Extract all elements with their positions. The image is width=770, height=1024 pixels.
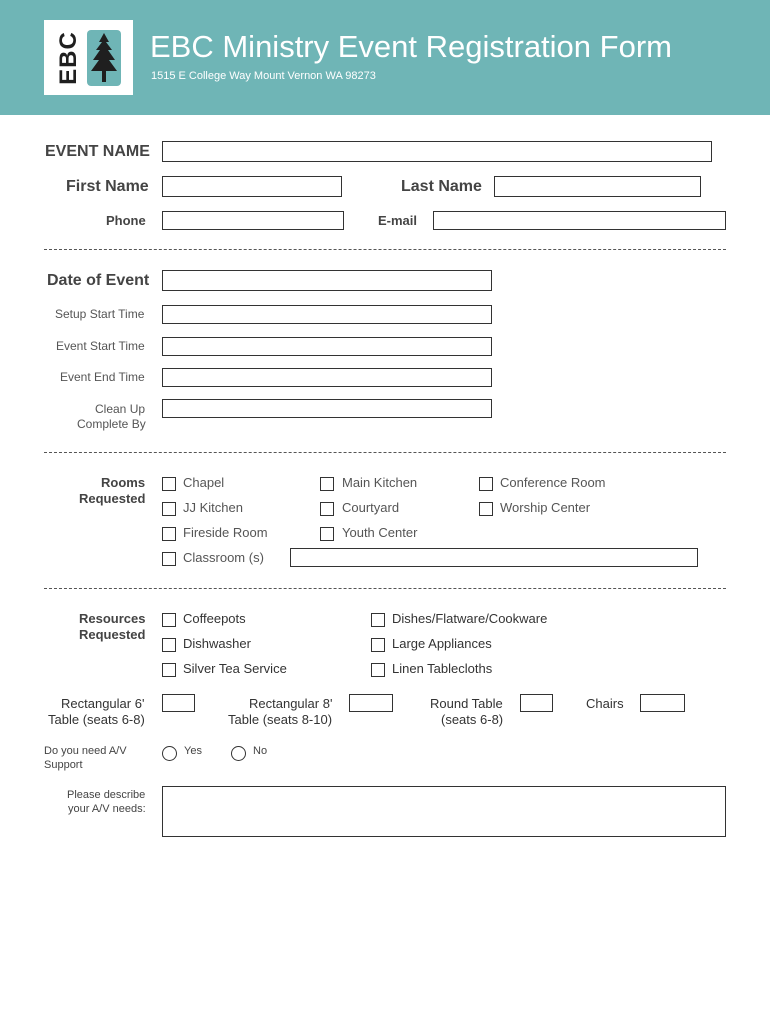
email-field[interactable] (433, 211, 726, 230)
option-dishes: Dishes/Flatware/Cookware (392, 611, 548, 626)
form-title: EBC Ministry Event Registration Form (150, 29, 672, 64)
chairs-quantity-field[interactable] (640, 694, 685, 712)
checkbox-courtyard[interactable] (320, 502, 334, 516)
address: 1515 E College Way Mount Vernon WA 98273 (151, 70, 376, 82)
checkbox-large-appliances[interactable] (371, 638, 385, 652)
option-coffeepots: Coffeepots (183, 611, 246, 626)
last-name-label: Last Name (401, 178, 482, 195)
option-classroom: Classroom (s) (183, 550, 264, 565)
option-fireside-room: Fireside Room (183, 525, 268, 540)
checkbox-silver-tea[interactable] (162, 663, 176, 677)
round-label-2: (seats 6-8) (441, 712, 504, 727)
av-question-1: Do you need A/V (44, 745, 127, 757)
chairs-label: Chairs (586, 696, 624, 711)
logo-text: EBC (54, 31, 82, 85)
option-jj-kitchen: JJ Kitchen (183, 500, 243, 515)
round-quantity-field[interactable] (520, 694, 553, 712)
setup-start-field[interactable] (162, 305, 492, 324)
checkbox-dishes[interactable] (371, 613, 385, 627)
event-start-field[interactable] (162, 337, 492, 356)
option-courtyard: Courtyard (342, 500, 400, 515)
event-start-label: Event Start Time (56, 339, 145, 353)
event-end-field[interactable] (162, 368, 492, 387)
option-large-appliances: Large Appliances (392, 636, 492, 651)
divider (44, 588, 726, 589)
date-of-event-label: Date of Event (47, 272, 150, 289)
phone-field[interactable] (162, 211, 344, 230)
checkbox-coffeepots[interactable] (162, 613, 176, 627)
classroom-field[interactable] (290, 548, 698, 567)
av-describe-label-1: Please describe (67, 789, 146, 801)
av-no-label: No (253, 745, 268, 757)
option-silver-tea: Silver Tea Service (183, 661, 287, 676)
rooms-label-1: Rooms (101, 475, 146, 490)
checkbox-jj-kitchen[interactable] (162, 502, 176, 516)
phone-label: Phone (106, 213, 146, 228)
checkbox-main-kitchen[interactable] (320, 477, 334, 491)
checkbox-fireside-room[interactable] (162, 527, 176, 541)
last-name-field[interactable] (494, 176, 701, 197)
option-linen: Linen Tablecloths (392, 661, 493, 676)
radio-av-no[interactable] (231, 746, 246, 761)
cleanup-label-1: Clean Up (95, 402, 146, 416)
first-name-label: First Name (66, 178, 149, 195)
option-worship-center: Worship Center (500, 500, 591, 515)
setup-start-label: Setup Start Time (55, 307, 145, 321)
checkbox-conference-room[interactable] (479, 477, 493, 491)
rect8-label-1: Rectangular 8' (249, 696, 333, 711)
date-of-event-field[interactable] (162, 270, 492, 291)
checkbox-worship-center[interactable] (479, 502, 493, 516)
resources-label-1: Resources (79, 611, 146, 626)
checkbox-classroom[interactable] (162, 552, 176, 566)
divider (44, 249, 726, 250)
rect8-label-2: Table (seats 8-10) (228, 712, 333, 727)
event-name-field[interactable] (162, 141, 712, 162)
first-name-field[interactable] (162, 176, 342, 197)
event-name-label: EVENT NAME (45, 143, 150, 160)
checkbox-youth-center[interactable] (320, 527, 334, 541)
radio-av-yes[interactable] (162, 746, 177, 761)
cleanup-field[interactable] (162, 399, 492, 418)
option-youth-center: Youth Center (342, 525, 418, 540)
av-describe-label-2: your A/V needs: (68, 803, 146, 815)
event-end-label: Event End Time (60, 370, 145, 384)
rect6-quantity-field[interactable] (162, 694, 195, 712)
cleanup-label-2: Complete By (77, 417, 146, 431)
rect6-label-2: Table (seats 6-8) (48, 712, 145, 727)
checkbox-chapel[interactable] (162, 477, 176, 491)
av-needs-textarea[interactable] (162, 786, 726, 837)
checkbox-linen[interactable] (371, 663, 385, 677)
resources-label-2: Requested (79, 627, 146, 642)
option-main-kitchen: Main Kitchen (342, 475, 418, 490)
tree-icon (87, 30, 121, 86)
header-banner (0, 0, 770, 115)
rect8-quantity-field[interactable] (349, 694, 393, 712)
rect6-label-1: Rectangular 6' (61, 696, 145, 711)
av-yes-label: Yes (184, 745, 202, 757)
rooms-label-2: Requested (79, 491, 146, 506)
option-conference-room: Conference Room (500, 475, 606, 490)
round-label-1: Round Table (430, 696, 503, 711)
divider (44, 452, 726, 453)
av-question-2: Support (44, 759, 83, 771)
checkbox-dishwasher[interactable] (162, 638, 176, 652)
option-chapel: Chapel (183, 475, 225, 490)
email-label: E-mail (378, 213, 418, 228)
option-dishwasher: Dishwasher (183, 636, 251, 651)
